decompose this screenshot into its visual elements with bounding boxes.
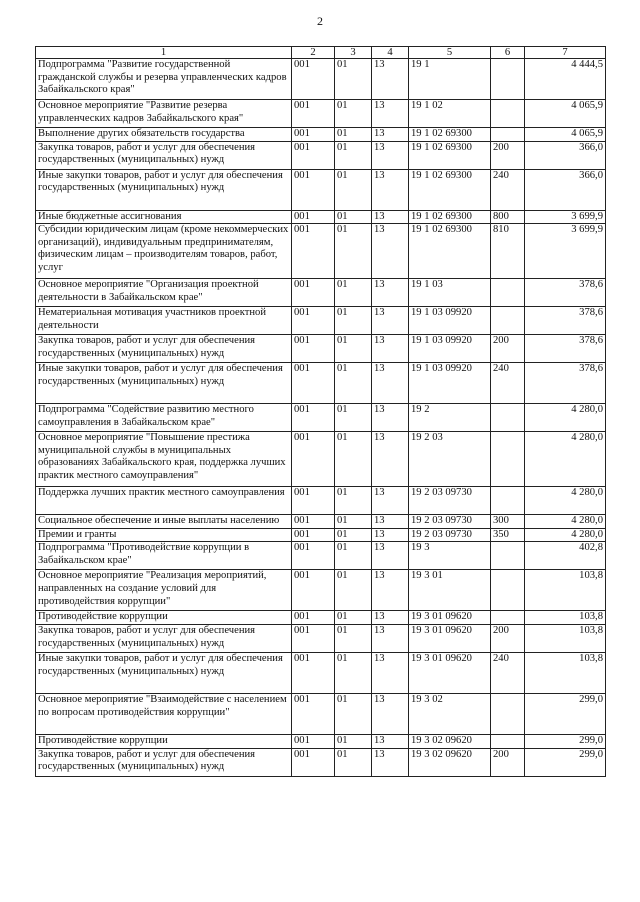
amount: 4 280,0: [525, 515, 606, 529]
subsection-code: 13: [372, 748, 409, 776]
section-code: 01: [335, 404, 372, 432]
expense-type: [491, 734, 525, 748]
amount: 103,8: [525, 611, 606, 625]
table-row: [36, 487, 606, 515]
target-article: 19 1 02 69300: [409, 169, 491, 210]
table-body: [36, 59, 606, 777]
amount: 4 444,5: [525, 59, 606, 100]
section-code: 01: [335, 363, 372, 404]
admin-code: 001: [292, 624, 335, 652]
amount: 4 280,0: [525, 404, 606, 432]
admin-code: 001: [292, 279, 335, 307]
section-code: 01: [335, 432, 372, 487]
table-row: [36, 59, 606, 100]
table-row: [36, 404, 606, 432]
amount: 366,0: [525, 141, 606, 169]
target-article: 19 1 03 09920: [409, 335, 491, 363]
target-article: 19 3 02: [409, 693, 491, 734]
table-row: [36, 734, 606, 748]
target-article: 19 1 02 69300: [409, 210, 491, 224]
section-code: 01: [335, 542, 372, 570]
row-name: Основное мероприятие "Взаимодействие с населением по вопросам противодействия коррупции": [36, 693, 292, 734]
section-code: 01: [335, 141, 372, 169]
row-name: Основное мероприятие "Развитие резерва управленческих кадров Забайкальского края": [36, 100, 292, 128]
amount: 299,0: [525, 693, 606, 734]
amount: 366,0: [525, 169, 606, 210]
section-code: 01: [335, 528, 372, 542]
amount: 4 280,0: [525, 487, 606, 515]
page-number: 2: [317, 14, 323, 28]
section-code: 01: [335, 307, 372, 335]
admin-code: 001: [292, 528, 335, 542]
expense-type: [491, 542, 525, 570]
column-header: 1: [36, 47, 292, 59]
table-row: [36, 210, 606, 224]
row-name: Выполнение других обязательств государства: [36, 128, 292, 142]
target-article: 19 1 02 69300: [409, 128, 491, 142]
admin-code: 001: [292, 515, 335, 529]
amount: 378,6: [525, 363, 606, 404]
amount: 103,8: [525, 624, 606, 652]
subsection-code: 13: [372, 128, 409, 142]
table-row: [36, 141, 606, 169]
target-article: 19 3 01 09620: [409, 624, 491, 652]
expense-type: [491, 404, 525, 432]
row-name: Премии и гранты: [36, 528, 292, 542]
subsection-code: 13: [372, 528, 409, 542]
amount: 4 065,9: [525, 100, 606, 128]
table-row: [36, 611, 606, 625]
expense-type: [491, 487, 525, 515]
amount: 4 280,0: [525, 528, 606, 542]
column-header: 2: [292, 47, 335, 59]
subsection-code: 13: [372, 210, 409, 224]
expense-type: 240: [491, 363, 525, 404]
target-article: 19 3 01 09620: [409, 611, 491, 625]
admin-code: 001: [292, 307, 335, 335]
row-name: Противодействие коррупции: [36, 611, 292, 625]
subsection-code: 13: [372, 542, 409, 570]
admin-code: 001: [292, 169, 335, 210]
expense-type: 240: [491, 169, 525, 210]
subsection-code: 13: [372, 611, 409, 625]
budget-table: [35, 46, 606, 777]
table-row: [36, 748, 606, 776]
subsection-code: 13: [372, 624, 409, 652]
expense-type: 200: [491, 141, 525, 169]
table-row: [36, 693, 606, 734]
expense-type: 800: [491, 210, 525, 224]
row-name: Подпрограмма "Противодействие коррупции в Забайкальском крае": [36, 542, 292, 570]
admin-code: 001: [292, 335, 335, 363]
column-header: 5: [409, 47, 491, 59]
table-row: [36, 307, 606, 335]
expense-type: 200: [491, 748, 525, 776]
admin-code: 001: [292, 404, 335, 432]
row-name: Противодействие коррупции: [36, 734, 292, 748]
admin-code: 001: [292, 693, 335, 734]
column-header: 4: [372, 47, 409, 59]
table-row: [36, 528, 606, 542]
section-code: 01: [335, 169, 372, 210]
subsection-code: 13: [372, 59, 409, 100]
row-name: Иные закупки товаров, работ и услуг для обеспечения государственных (муниципальных) нужд: [36, 652, 292, 693]
row-name: Закупка товаров, работ и услуг для обеспечения государственных (муниципальных) нужд: [36, 141, 292, 169]
admin-code: 001: [292, 59, 335, 100]
table-row: [36, 515, 606, 529]
expense-type: [491, 307, 525, 335]
expense-type: [491, 279, 525, 307]
target-article: 19 2 03 09730: [409, 528, 491, 542]
row-name: Иные бюджетные ассигнования: [36, 210, 292, 224]
row-name: Социальное обеспечение и иные выплаты населению: [36, 515, 292, 529]
table-row: [36, 570, 606, 611]
amount: 3 699,9: [525, 224, 606, 279]
target-article: 19 2 03: [409, 432, 491, 487]
amount: 299,0: [525, 734, 606, 748]
section-code: 01: [335, 693, 372, 734]
target-article: 19 3 01: [409, 570, 491, 611]
subsection-code: 13: [372, 279, 409, 307]
admin-code: 001: [292, 363, 335, 404]
target-article: 19 3: [409, 542, 491, 570]
amount: 402,8: [525, 542, 606, 570]
admin-code: 001: [292, 487, 335, 515]
admin-code: 001: [292, 128, 335, 142]
table-row: [36, 624, 606, 652]
section-code: 01: [335, 210, 372, 224]
row-name: Основное мероприятие "Повышение престижа муниципальной службы в муниципальных образованиях Забайкальского края, поддержка лучших практик местного самоуправления": [36, 432, 292, 487]
amount: 103,8: [525, 570, 606, 611]
section-code: 01: [335, 748, 372, 776]
header-row: [36, 47, 606, 59]
amount: 3 699,9: [525, 210, 606, 224]
subsection-code: 13: [372, 169, 409, 210]
admin-code: 001: [292, 542, 335, 570]
row-name: Поддержка лучших практик местного самоуправления: [36, 487, 292, 515]
section-code: 01: [335, 59, 372, 100]
amount: 378,6: [525, 335, 606, 363]
subsection-code: 13: [372, 693, 409, 734]
table-row: [36, 542, 606, 570]
amount: 4 280,0: [525, 432, 606, 487]
expense-type: 200: [491, 624, 525, 652]
admin-code: 001: [292, 652, 335, 693]
subsection-code: 13: [372, 224, 409, 279]
column-header: 7: [525, 47, 606, 59]
table-row: [36, 100, 606, 128]
row-name: Субсидии юридическим лицам (кроме некоммерческих организаций), индивидуальным предпринимателям, физическим лицам – производителям товаров, работ, услуг: [36, 224, 292, 279]
target-article: 19 1 03 09920: [409, 363, 491, 404]
admin-code: 001: [292, 748, 335, 776]
row-name: Основное мероприятие "Реализация мероприятий, направленных на создание условий для противодействия коррупции": [36, 570, 292, 611]
row-name: Закупка товаров, работ и услуг для обеспечения государственных (муниципальных) нужд: [36, 748, 292, 776]
target-article: 19 2: [409, 404, 491, 432]
admin-code: 001: [292, 734, 335, 748]
subsection-code: 13: [372, 100, 409, 128]
subsection-code: 13: [372, 570, 409, 611]
table-row: [36, 279, 606, 307]
row-name: Закупка товаров, работ и услуг для обеспечения государственных (муниципальных) нужд: [36, 624, 292, 652]
target-article: 19 3 02 09620: [409, 748, 491, 776]
section-code: 01: [335, 624, 372, 652]
row-name: Основное мероприятие "Организация проектной деятельности в Забайкальском крае": [36, 279, 292, 307]
admin-code: 001: [292, 570, 335, 611]
section-code: 01: [335, 611, 372, 625]
section-code: 01: [335, 100, 372, 128]
column-header: 3: [335, 47, 372, 59]
section-code: 01: [335, 335, 372, 363]
expense-type: [491, 570, 525, 611]
expense-type: 300: [491, 515, 525, 529]
subsection-code: 13: [372, 487, 409, 515]
target-article: 19 2 03 09730: [409, 487, 491, 515]
expense-type: [491, 59, 525, 100]
section-code: 01: [335, 570, 372, 611]
target-article: 19 1 02: [409, 100, 491, 128]
target-article: 19 1: [409, 59, 491, 100]
subsection-code: 13: [372, 404, 409, 432]
section-code: 01: [335, 279, 372, 307]
expense-type: [491, 693, 525, 734]
table-row: [36, 432, 606, 487]
section-code: 01: [335, 128, 372, 142]
amount: 103,8: [525, 652, 606, 693]
expense-type: [491, 100, 525, 128]
target-article: 19 3 01 09620: [409, 652, 491, 693]
table-row: [36, 335, 606, 363]
subsection-code: 13: [372, 141, 409, 169]
target-article: 19 1 03 09920: [409, 307, 491, 335]
column-header: 6: [491, 47, 525, 59]
subsection-code: 13: [372, 652, 409, 693]
subsection-code: 13: [372, 307, 409, 335]
row-name: Нематериальная мотивация участников проектной деятельности: [36, 307, 292, 335]
section-code: 01: [335, 734, 372, 748]
subsection-code: 13: [372, 363, 409, 404]
subsection-code: 13: [372, 335, 409, 363]
target-article: 19 1 02 69300: [409, 141, 491, 169]
admin-code: 001: [292, 100, 335, 128]
expense-type: [491, 611, 525, 625]
expense-type: 240: [491, 652, 525, 693]
section-code: 01: [335, 487, 372, 515]
amount: 4 065,9: [525, 128, 606, 142]
subsection-code: 13: [372, 734, 409, 748]
admin-code: 001: [292, 141, 335, 169]
row-name: Иные закупки товаров, работ и услуг для обеспечения государственных (муниципальных) нужд: [36, 363, 292, 404]
amount: 378,6: [525, 279, 606, 307]
table-row: [36, 128, 606, 142]
table-row: [36, 169, 606, 210]
target-article: 19 1 02 69300: [409, 224, 491, 279]
admin-code: 001: [292, 432, 335, 487]
subsection-code: 13: [372, 432, 409, 487]
target-article: 19 2 03 09730: [409, 515, 491, 529]
expense-type: 810: [491, 224, 525, 279]
admin-code: 001: [292, 611, 335, 625]
table-row: [36, 224, 606, 279]
row-name: Иные закупки товаров, работ и услуг для обеспечения государственных (муниципальных) нужд: [36, 169, 292, 210]
amount: 378,6: [525, 307, 606, 335]
row-name: Подпрограмма "Развитие государственной гражданской службы и резерва управленческих кадров Забайкальского края": [36, 59, 292, 100]
table-row: [36, 363, 606, 404]
expense-type: [491, 128, 525, 142]
row-name: Подпрограмма "Содействие развитию местного самоуправления в Забайкальском крае": [36, 404, 292, 432]
table-row: [36, 652, 606, 693]
section-code: 01: [335, 652, 372, 693]
amount: 299,0: [525, 748, 606, 776]
row-name: Закупка товаров, работ и услуг для обеспечения государственных (муниципальных) нужд: [36, 335, 292, 363]
target-article: 19 1 03: [409, 279, 491, 307]
section-code: 01: [335, 515, 372, 529]
admin-code: 001: [292, 210, 335, 224]
target-article: 19 3 02 09620: [409, 734, 491, 748]
subsection-code: 13: [372, 515, 409, 529]
expense-type: [491, 432, 525, 487]
section-code: 01: [335, 224, 372, 279]
admin-code: 001: [292, 224, 335, 279]
expense-type: 200: [491, 335, 525, 363]
expense-type: 350: [491, 528, 525, 542]
